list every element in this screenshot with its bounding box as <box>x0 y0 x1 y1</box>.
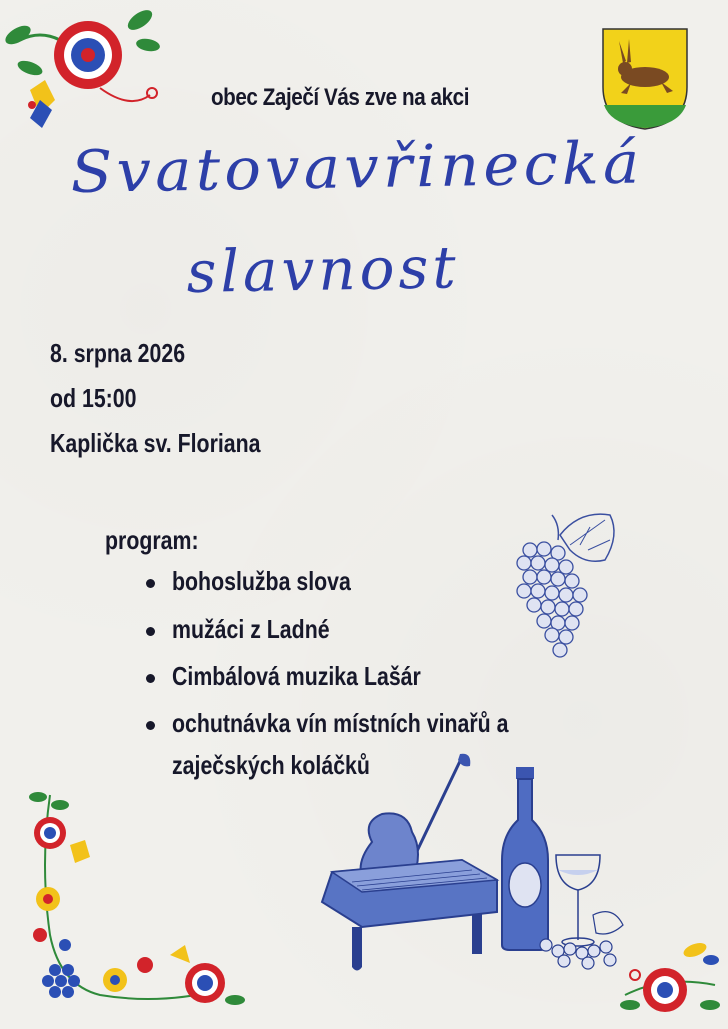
list-item-continuation: zaječských koláčků <box>172 750 370 780</box>
list-item: Cimbálová muzika Lašár <box>146 661 475 692</box>
bullet-icon <box>146 721 155 730</box>
list-item: ochutnávka vín místních vinařů a <box>146 708 582 739</box>
folk-flower-ornament-icon <box>0 0 175 135</box>
double-bass-and-cimbalom-illustration <box>312 752 507 977</box>
bullet-icon <box>146 579 155 588</box>
program-heading: program: <box>105 525 199 555</box>
invitation-intro: obec Zaječí Vás zve na akci <box>211 84 470 111</box>
list-item: mužáci z Ladné <box>146 614 364 645</box>
coat-of-arms-hare-icon <box>601 27 689 131</box>
event-title-line2: slavnost <box>186 233 461 306</box>
list-item: bohoslužba slova <box>146 566 390 597</box>
folk-flower-corner-icon <box>615 935 728 1029</box>
bullet-icon <box>146 674 155 683</box>
bullet-icon <box>146 627 155 636</box>
wine-bottle-and-glass-illustration <box>498 765 633 975</box>
grapes-illustration <box>510 505 625 670</box>
event-place: Kaplička sv. Floriana <box>50 428 261 458</box>
event-title-line1: Svatovavřinecká <box>70 128 645 206</box>
folk-flower-garland-icon <box>20 785 260 1025</box>
event-date: 8. srpna 2026 <box>50 338 186 368</box>
event-time: od 15:00 <box>50 383 137 413</box>
